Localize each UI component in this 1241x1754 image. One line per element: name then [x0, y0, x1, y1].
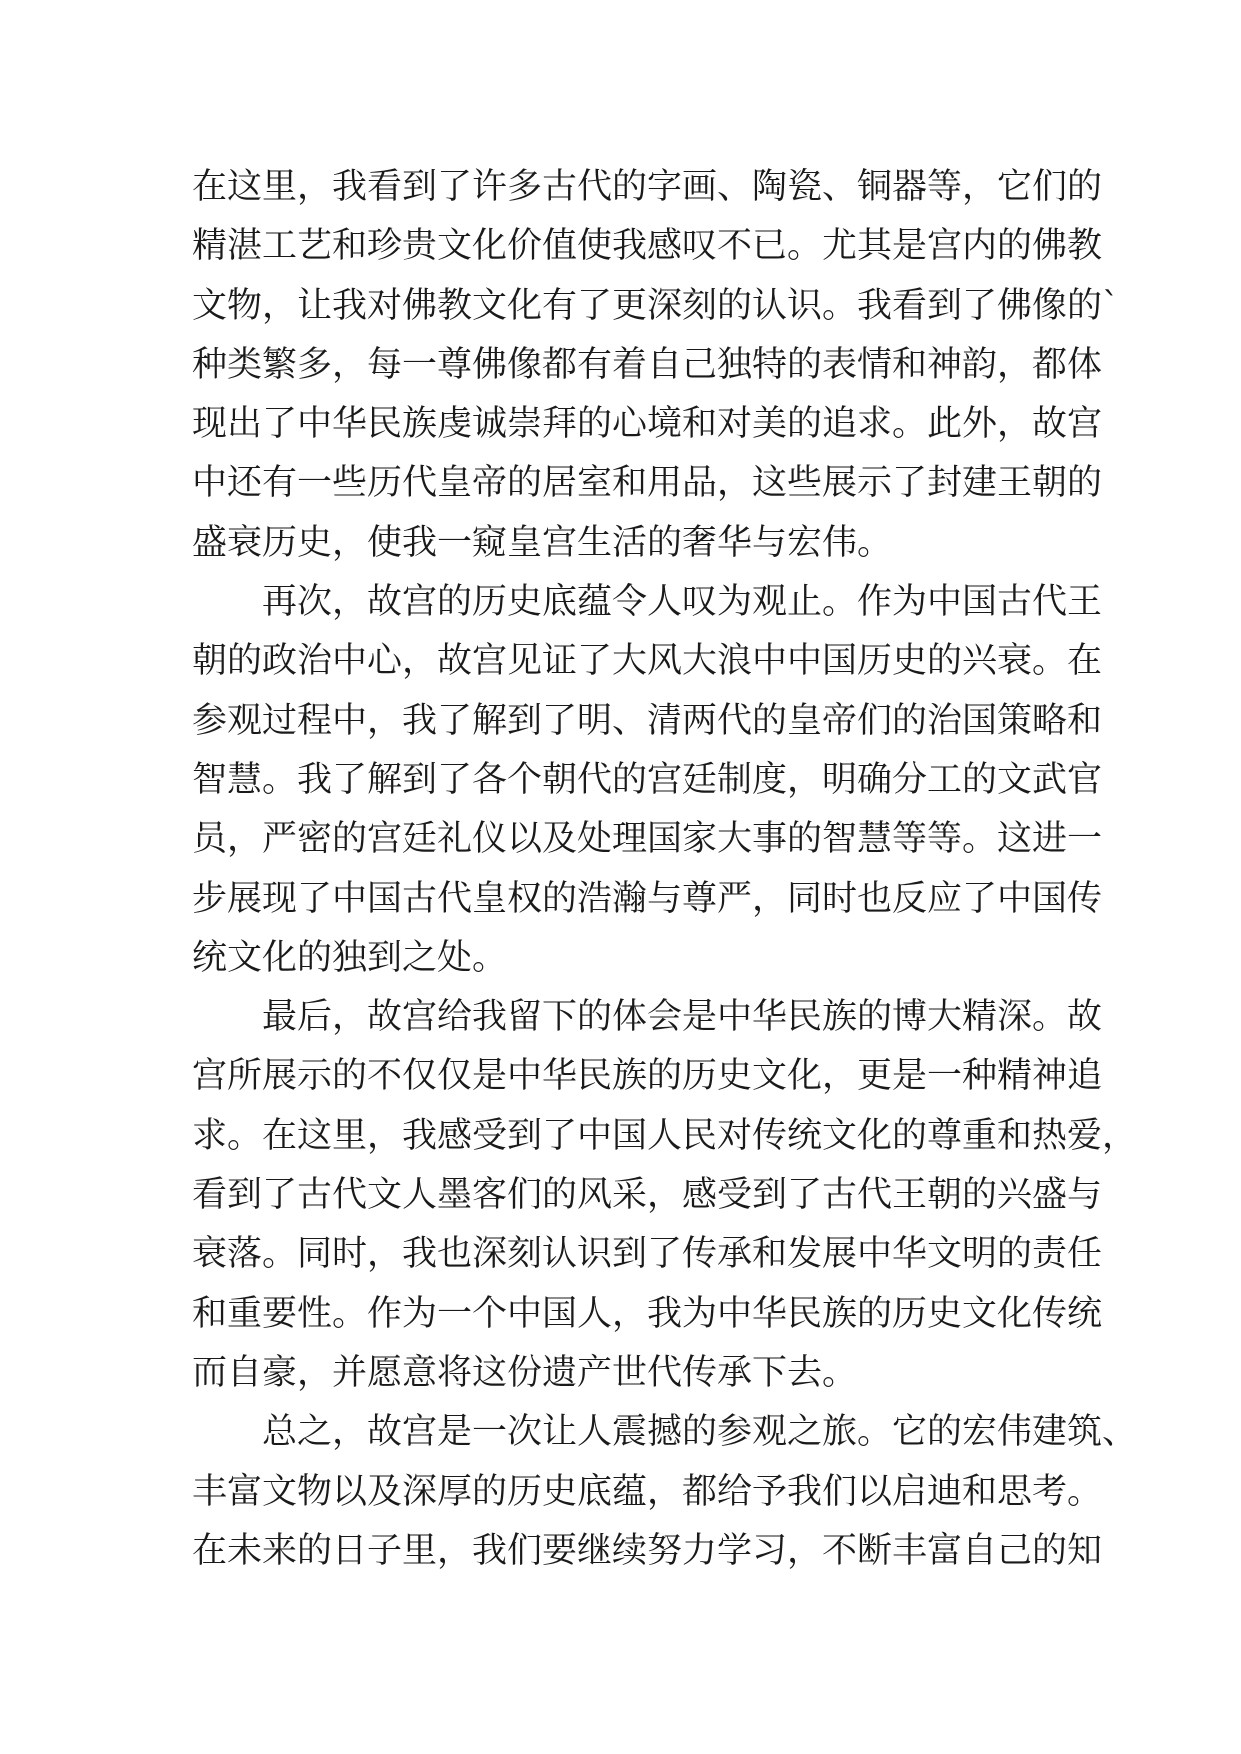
paragraph-first-line: 再次，故宫的历史底蕴令人叹为观止。作为中国古代王 [262, 582, 1103, 623]
paragraph-first-line: 最后，故宫给我留下的体会是中华民族的博大精深。故 [262, 997, 1103, 1038]
body-text [192, 158, 1138, 1581]
text-line: 在未来的日子里，我们要继续努力学习，不断丰富自己的知 [192, 1530, 1103, 1571]
text-line: 看到了古代文人墨客们的风采，感受到了古代王朝的兴盛与 [192, 1175, 1103, 1216]
text-line: 步展现了中国古代皇权的浩瀚与尊严，同时也反应了中国传 [192, 878, 1103, 919]
text-line: 求。在这里，我感受到了中国人民对传统文化的尊重和热爱， [192, 1115, 1138, 1156]
text-line: 参观过程中，我了解到了明、清两代的皇帝们的治国策略和 [192, 700, 1103, 741]
text-line: 盛衰历史，使我一窥皇宫生活的奢华与宏伟。 [192, 522, 893, 563]
text-line: 在这里，我看到了许多古代的字画、陶瓷、铜器等，它们的 [192, 167, 1103, 207]
text-line: 现出了中华民族虔诚崇拜的心境和对美的追求。此外，故宫 [192, 404, 1103, 445]
text-line: 智慧。我了解到了各个朝代的宫廷制度，明确分工的文武官 [192, 759, 1103, 800]
text-line: 统文化的独到之处。 [192, 937, 508, 978]
text-line: 丰富文物以及深厚的历史底蕴，都给予我们以启迪和思考。 [192, 1471, 1103, 1512]
text-line: 员，严密的宫廷礼仪以及处理国家大事的智慧等等。这进一 [192, 819, 1103, 860]
text-line: 朝的政治中心，故宫见证了大风大浪中中国历史的兴衰。在 [192, 641, 1103, 682]
text-line: 精湛工艺和珍贵文化价值使我感叹不已。尤其是宫内的佛教 [192, 226, 1103, 267]
text-line: 文物，让我对佛教文化有了更深刻的认识。我看到了佛像的` [192, 285, 1120, 326]
text-line: 宫所展示的不仅仅是中华民族的历史文化，更是一种精神追 [192, 1056, 1103, 1097]
text-line: 衰落。同时，我也深刻认识到了传承和发展中华文明的责任 [192, 1234, 1103, 1275]
text-line: 而自豪，并愿意将这份遗产世代传承下去。 [192, 1352, 858, 1393]
text-line: 种类繁多，每一尊佛像都有着自己独特的表情和神韵，都体 [192, 344, 1103, 385]
text-line: 中还有一些历代皇帝的居室和用品，这些展示了封建王朝的 [192, 463, 1103, 504]
paragraph-first-line: 总之，故宫是一次让人震撼的参观之旅。它的宏伟建筑、 [262, 1412, 1138, 1453]
text-line: 和重要性。作为一个中国人，我为中华民族的历史文化传统 [192, 1293, 1103, 1334]
